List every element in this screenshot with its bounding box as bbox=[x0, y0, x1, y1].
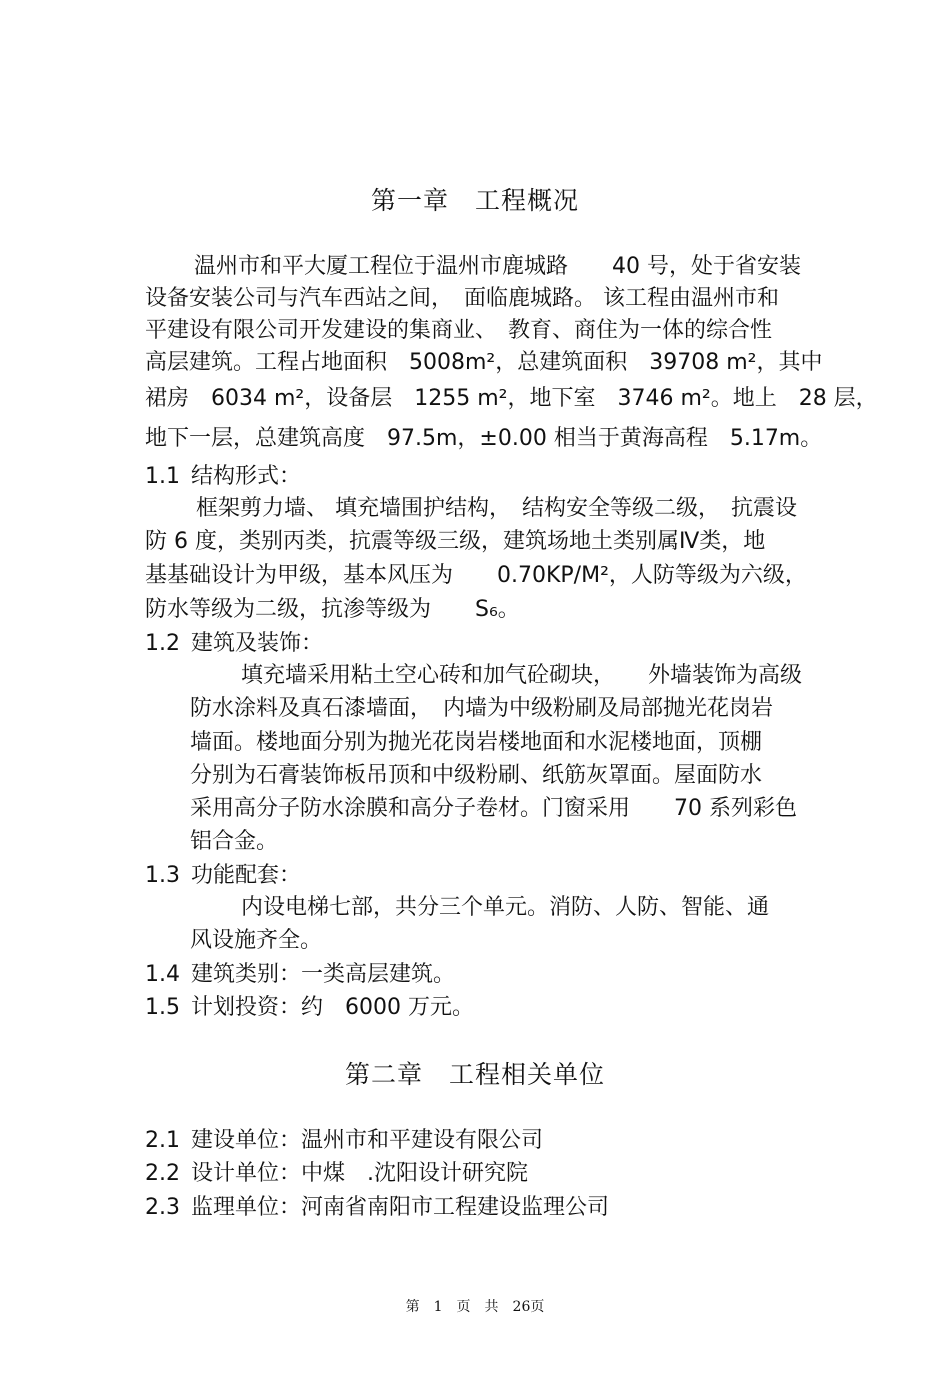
section-line: 防 6 度，类别丙类，抗震等级三级，建筑场地土类别属Ⅳ类，地 bbox=[145, 529, 766, 554]
section-line: 防水涂料及真石漆墙面， 内墙为中级粉刷及局部抛光花岗岩 bbox=[190, 696, 774, 721]
section-heading bbox=[145, 993, 474, 1023]
section-title: 计划投资：约 6000 万元。 bbox=[191, 995, 474, 1020]
item-text: 监理单位：河南省南阳市工程建设监理公司 bbox=[191, 1195, 610, 1220]
section-line: 分别为石膏装饰板吊顶和中级粉刷、纸筋灰罩面。屋面防水 bbox=[190, 763, 763, 788]
section-title: 功能配套： bbox=[191, 863, 302, 888]
section-number: 1.5 bbox=[145, 995, 180, 1020]
item-text: 设计单位：中煤 .沈阳设计研究院 bbox=[191, 1161, 528, 1186]
section-title: 结构形式： bbox=[191, 464, 302, 489]
item-number: 2.2 bbox=[145, 1161, 180, 1186]
unit-item bbox=[145, 1159, 528, 1189]
section-heading bbox=[145, 462, 301, 492]
page-footer: 第 1 页 共 26页 bbox=[405, 1299, 545, 1315]
chapter-2-title: 第二章 工程相关单位 bbox=[344, 1060, 605, 1089]
unit-item bbox=[145, 1193, 609, 1223]
section-line: 内设电梯七部，共分三个单元。消防、人防、智能、通 bbox=[241, 895, 770, 920]
section-line: 墙面。楼地面分别为抛光花岗岩楼地面和水泥楼地面，顶棚 bbox=[190, 730, 763, 755]
item-text: 建设单位：温州市和平建设有限公司 bbox=[191, 1128, 544, 1153]
item-number: 2.1 bbox=[145, 1128, 180, 1153]
section-number: 1.3 bbox=[145, 863, 180, 888]
section-number: 1.4 bbox=[145, 962, 180, 987]
intro-line: 高层建筑。工程占地面积 5008m²，总建筑面积 39708 m²，其中 bbox=[145, 350, 823, 375]
section-heading bbox=[145, 861, 301, 891]
item-number: 2.3 bbox=[145, 1195, 180, 1220]
section-line: 采用高分子防水涂膜和高分子卷材。门窗采用 70 系列彩色 bbox=[190, 796, 797, 821]
intro-line: 裙房 6034 m²，设备层 1255 m²，地下室 3746 m²。地上 28 层， bbox=[145, 386, 878, 411]
unit-item bbox=[145, 1126, 543, 1156]
section-line: 铝合金。 bbox=[190, 829, 279, 854]
section-line: 基基础设计为甲级，基本风压为 0.70KP/M²，人防等级为六级， bbox=[145, 563, 807, 588]
section-title: 建筑及装饰： bbox=[191, 631, 324, 656]
section-line: 风设施齐全。 bbox=[190, 928, 323, 953]
intro-line: 温州市和平大厦工程位于温州市鹿城路 40 号，处于省安装 bbox=[194, 254, 801, 279]
section-heading bbox=[145, 629, 323, 659]
section-line: 填充墙采用粘土空心砖和加气砼砌块， 外墙装饰为高级 bbox=[241, 663, 803, 688]
section-line: 框架剪力墙、 填充墙围护结构， 结构安全等级二级， 抗震设 bbox=[196, 496, 797, 521]
section-number: 1.1 bbox=[145, 464, 180, 489]
section-line: 防水等级为二级，抗渗等级为 S₆。 bbox=[145, 597, 520, 622]
chapter-1-title: 第一章 工程概况 bbox=[370, 186, 579, 215]
section-number: 1.2 bbox=[145, 631, 180, 656]
intro-line: 设备安装公司与汽车西站之间， 面临鹿城路。 该工程由温州市和 bbox=[145, 286, 779, 311]
section-heading bbox=[145, 960, 455, 990]
section-title: 建筑类别：一类高层建筑。 bbox=[191, 962, 456, 987]
intro-line: 地下一层，总建筑高度 97.5m，±0.00 相当于黄海高程 5.17m。 bbox=[145, 426, 823, 451]
intro-line: 平建设有限公司开发建设的集商业、 教育、商住为一体的综合性 bbox=[145, 318, 773, 343]
